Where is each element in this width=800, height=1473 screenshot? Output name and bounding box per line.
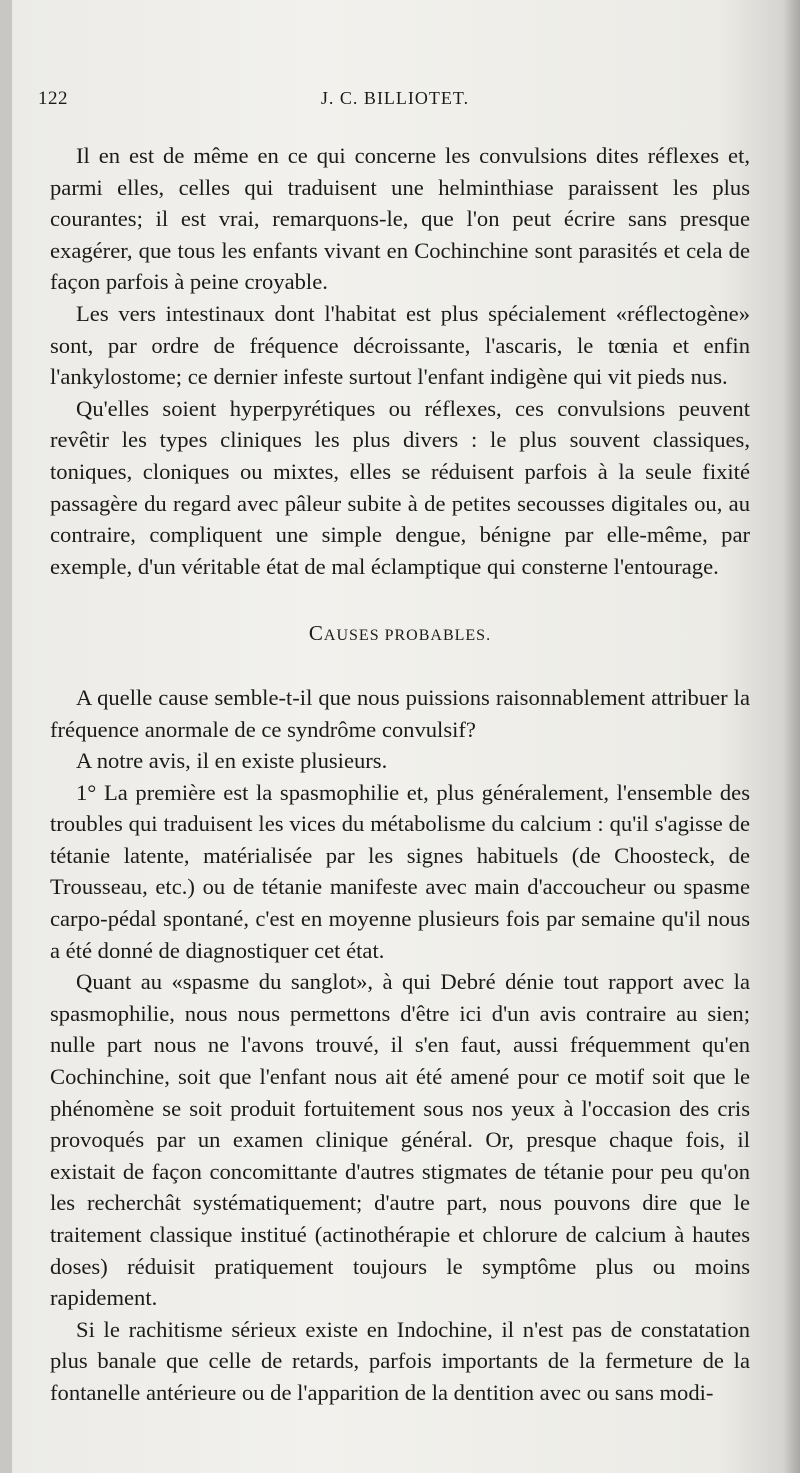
section-heading-initial: C xyxy=(308,621,324,646)
paragraph: Les vers intestinaux dont l'habitat est plus spécialement «réflectogène» sont, par ordre de fréquence décroissante, l'ascaris, le tœnia et enfin l'ankylostome; ce dernier infeste surtout l'enfant indigène qui vit pieds nus. xyxy=(50,300,750,390)
page-header xyxy=(38,88,752,114)
page-edge-left xyxy=(0,0,12,1473)
paragraph: A quelle cause semble-t-il que nous puissions raisonnablement attribuer la fréquence anormale de ce syndrôme convulsif? xyxy=(50,684,750,742)
running-head: J. C. BILLIOTET. xyxy=(320,88,470,108)
paragraph: 1° La première est la spasmophilie et, plus généralement, l'ensemble des troubles qui traduisent les vices du métabolisme du calcium : qu'il s'agisse de tétanie latente, matérialisée par les signes habituels (de Choosteck, de Trousseau, etc.) ou de tétanie manifeste avec main d'accoucheur ou spasme carpo-pédal spontané, c'est en moyenne plusieurs fois par semaine qu'il nous a été donné de diagnostiquer cet état. xyxy=(50,779,750,963)
paragraph: Il en est de même en ce qui concerne les convulsions dites réflexes et, parmi elles, celles qui traduisent une helminthiase paraissent les plus courantes; il est vrai, remarquons-le, que l'on peut écrire sans presque exagérer, que tous les enfants vivant en Cochinchine sont parasités et cela de façon parfois à peine croyable. xyxy=(50,143,750,295)
section-heading xyxy=(50,618,750,652)
paragraph: A notre avis, il en existe plusieurs. xyxy=(76,748,388,774)
page-number: 122 xyxy=(38,88,68,109)
paragraph: Si le rachitisme sérieux existe en Indochine, il n'est pas de constatation plus banale que celle de retards, parfois importants de la fermeture de la fontanelle antérieure ou de l'apparition de la dentition avec ou sans modi- xyxy=(50,1316,750,1405)
paragraph: Qu'elles soient hyperpyrétiques ou réflexes, ces convulsions peuvent revêtir les types cliniques les plus divers : le plus souvent classiques, toniques, cloniques ou mixtes, elles se réduisent parfois à la seule fixité passagère du regard avec pâleur subite à de petites secousses digitales ou, au contraire, compliquent une simple dengue, bénigne par elle-même, par exemple, d'un véritable état de mal éclamptique qui consterne l'entourage. xyxy=(50,395,750,579)
page-edge-right xyxy=(782,0,800,1473)
section-heading-text: AUSES PROBABLES. xyxy=(323,627,492,645)
paragraph: Quant au «spasme du sanglot», à qui Debré dénie tout rapport avec la spasmophilie, nous nous permettons d'être ici d'un avis contraire au sien; nulle part nous ne l'avons trouvé, il s'en faut, aussi fréquemment qu'en Cochinchine, soit que l'enfant nous ait été amené pour ce motif soit que le phénomène se soit produit fortuitement sous nos yeux à l'occasion des cris provoqués par un examen clinique général. Or, presque chaque fois, il existait de façon concomittante d'autres stigmates de tétanie pour peu qu'on les recherchât systématiquement; d'autre part, nous pouvons dire que le traitement classique institué (actinothérapie et chlorure de calcium à hautes doses) réduisit pratiquement toujours le symptôme plus ou moins rapidement. xyxy=(50,969,750,1311)
body-text xyxy=(50,140,750,1409)
